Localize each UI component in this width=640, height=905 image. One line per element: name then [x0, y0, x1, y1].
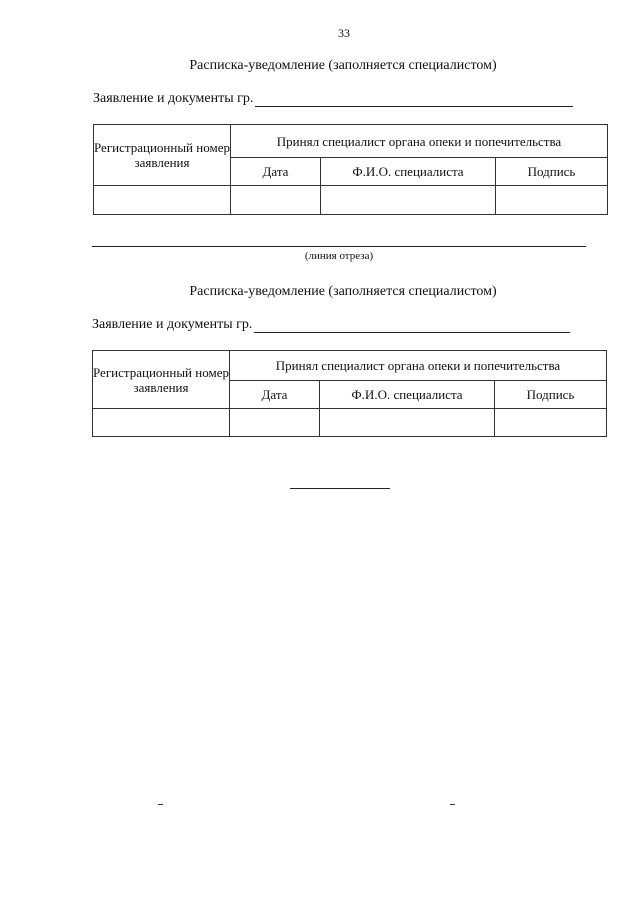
cut-line [92, 246, 586, 247]
receipt-1-name-cell[interactable] [321, 186, 496, 215]
receipt-1-reg-number-cell[interactable] [94, 186, 231, 215]
receipt-1-date-header: Дата [231, 158, 321, 186]
receipt-1-applicant-label: Заявление и документы гр. [93, 91, 254, 106]
receipt-2-reg-number-cell[interactable] [93, 409, 230, 437]
receipt-2-applicant-line [92, 317, 570, 333]
receipt-1-signature-header: Подпись [496, 158, 608, 186]
receipt-2-table [92, 350, 607, 437]
receipt-1-table [93, 124, 608, 215]
receipt-2-applicant-label: Заявление и документы гр. [92, 317, 253, 332]
receipt-2-date-cell[interactable] [230, 409, 320, 437]
receipt-2-reg-number-header: Регистрационный номер заявления [93, 351, 230, 409]
receipt-1-accepted-by-header: Принял специалист органа опеки и попечительства [231, 125, 608, 158]
receipt-1-applicant-line [93, 91, 573, 107]
receipt-2-date-header: Дата [230, 381, 320, 409]
receipt-2-signature-cell[interactable] [495, 409, 607, 437]
receipt-2-accepted-by-header: Принял специалист органа опеки и попечительства [230, 351, 607, 381]
scan-mark-left [158, 804, 163, 805]
page-number: 33 [338, 26, 350, 40]
receipt-1-title: Расписка-уведомление (заполняется специалистом) [189, 58, 497, 73]
receipt-2-name-cell[interactable] [320, 409, 495, 437]
receipt-2-applicant-blank[interactable] [254, 320, 570, 333]
end-of-document-rule [290, 488, 390, 489]
receipt-1-applicant-blank[interactable] [255, 94, 573, 107]
receipt-1-name-header: Ф.И.О. специалиста [321, 158, 496, 186]
receipt-2-signature-header: Подпись [495, 381, 607, 409]
scan-mark-right [450, 804, 455, 805]
receipt-2-name-header: Ф.И.О. специалиста [320, 381, 495, 409]
receipt-1-date-cell[interactable] [231, 186, 321, 215]
receipt-1-signature-cell[interactable] [496, 186, 608, 215]
receipt-1-reg-number-header: Регистрационный номер заявления [94, 125, 231, 186]
receipt-2-title: Расписка-уведомление (заполняется специалистом) [189, 284, 497, 299]
cut-line-label: (линия отреза) [304, 250, 374, 262]
